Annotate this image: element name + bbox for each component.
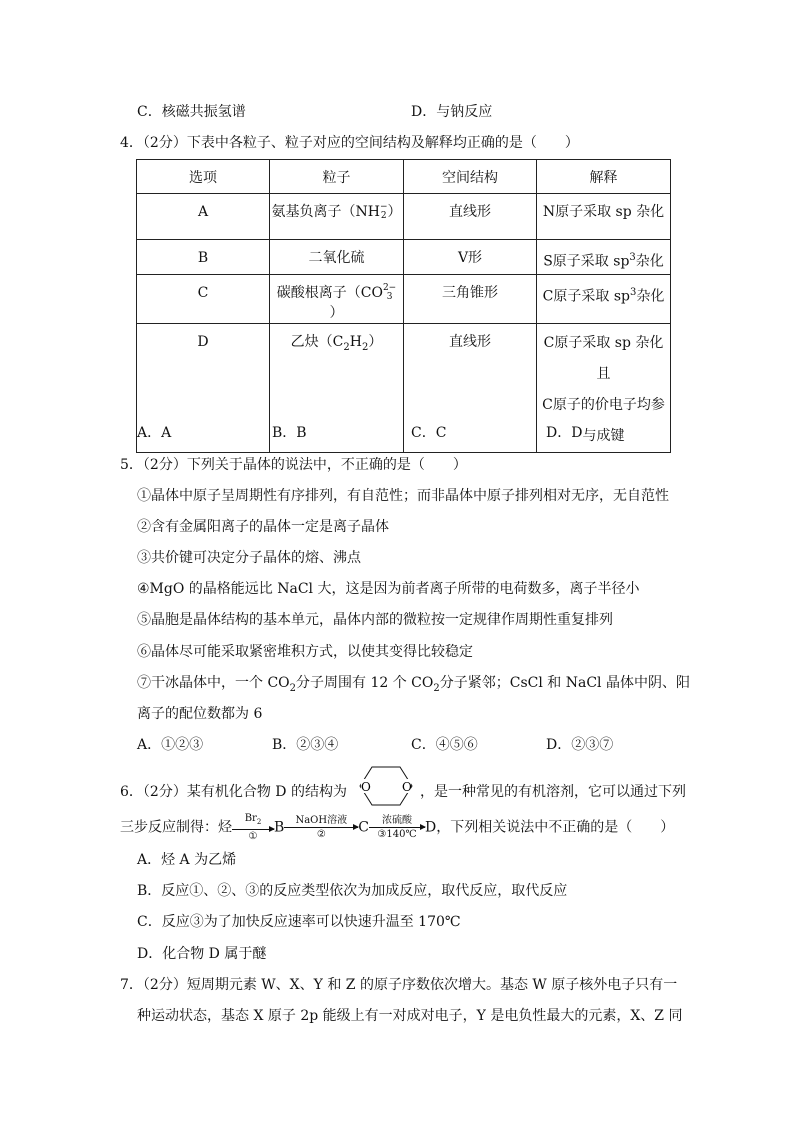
question-6-stem: 6．（2分）某有机化合物 D 的结构为 xyxy=(120,784,347,800)
question-4-table xyxy=(136,159,671,453)
option-d: D．②③⑦ xyxy=(546,737,614,753)
row-b-structure: V形 xyxy=(457,250,483,266)
option-a: A．①②③ xyxy=(137,737,204,753)
q6-option-d: D．化合物 D 属于醚 xyxy=(137,946,267,962)
option-a: A．A xyxy=(137,425,172,441)
question-7-line-2: 种运动状态，基态 X 原子 2p 能级上有一对成对电子，Y 是电负性最大的元素，X、Z 同 xyxy=(137,1008,683,1024)
reaction-scheme: 三步反应制得：烃 $Br_2$ ① B NaOH溶液 ② C 浓硫酸 ③140℃ D，下列相关说法中不正确的是（ ） xyxy=(120,813,675,842)
option-b: B．B xyxy=(272,425,307,441)
statement-2: ②含有金属阳离子的晶体一定是离子晶体 xyxy=(137,519,389,535)
reaction-arrow-2: NaOH溶液 ② xyxy=(284,815,358,840)
row-a-option: A xyxy=(197,204,209,220)
question-7-line-1: 7．（2分）短周期元素 W、X、Y 和 Z 的原子序数依次增大。基态 W 原子核外电子只有一 xyxy=(120,977,678,993)
row-c-option: C xyxy=(197,285,209,301)
option-c: C．核磁共振氢谱 xyxy=(137,104,246,120)
header-option: 选项 xyxy=(137,160,270,194)
table-row xyxy=(137,194,671,240)
table-row xyxy=(137,240,671,275)
dioxane-structure-icon xyxy=(356,764,416,808)
option-c: C．④⑤⑥ xyxy=(411,737,478,753)
statement-6: ⑥晶体尽可能采取紧密堆积方式，以使其变得比较稳定 xyxy=(137,644,473,660)
row-b-particle: 二氧化硫 xyxy=(308,250,365,266)
row-d-explanation: C原子采取 sp 杂化且 C原子的价电子均参 与成键 xyxy=(542,335,665,444)
row-d-option: D xyxy=(197,334,209,350)
ring-oxygen-left: O xyxy=(361,780,371,794)
header-structure: 空间结构 xyxy=(404,160,537,194)
option-d: D．D xyxy=(546,425,583,441)
statement-3: ③共价键可决定分子晶体的熔、沸点 xyxy=(137,550,361,566)
row-a-explanation: N原子采取 sp 杂化 xyxy=(542,204,665,220)
row-c-structure: 三角锥形 xyxy=(442,285,498,301)
statement-4: ④MgO 的晶格能远比 NaCl 大，这是因为前者离子所带的电荷数多，离子半径小 xyxy=(137,581,640,597)
header-particle: 粒子 xyxy=(270,160,404,194)
option-c: C．C xyxy=(411,425,447,441)
row-c-explanation: C原子采取 $sp^3$杂化 xyxy=(542,287,665,305)
table-header-row xyxy=(137,160,671,194)
statement-5: ⑤晶胞是晶体结构的基本单元，晶体内部的微粒按一定规律作周期性重复排列 xyxy=(137,612,613,628)
question-6-stem-cont: ，是一种常见的有机溶剂，它可以通过下列 xyxy=(420,784,686,800)
reaction-arrow-3: 浓硫酸 ③140℃ xyxy=(369,815,425,840)
row-a-particle: 氨基负离子（NH − 2 ） xyxy=(271,202,402,221)
row-d-particle: 乙炔$(C_2H_2)$ xyxy=(290,334,383,353)
table-row xyxy=(137,324,671,453)
option-d: D．与钠反应 xyxy=(411,104,493,120)
statement-1: ①晶体中原子呈周期性有序排列，有自范性；而非晶体中原子排列相对无序，无自范性 xyxy=(137,488,669,504)
header-explanation: 解释 xyxy=(537,160,671,194)
row-d-structure: 直线形 xyxy=(449,334,491,350)
row-b-explanation: S原子采取 $sp^3$杂化 xyxy=(543,252,664,270)
table-row xyxy=(137,275,671,324)
question-4-stem: 4．（2分）下表中各粒子、粒子对应的空间结构及解释均正确的是（ ） xyxy=(120,135,579,151)
statement-7-cont: 离子的配位数都为 6 xyxy=(137,706,263,722)
q6-option-b: B．反应①、②、③的反应类型依次为加成反应，取代反应，取代反应 xyxy=(137,883,568,899)
row-a-structure: 直线形 xyxy=(449,204,491,220)
row-b-option: B xyxy=(197,250,209,266)
q6-option-c: C．反应③为了加快反应速率可以快速升温至 170℃ xyxy=(137,914,461,930)
question-5-stem: 5．（2分）下列关于晶体的说法中，不正确的是（ ） xyxy=(120,457,467,473)
reaction-arrow-1: $Br_2$ ① xyxy=(232,813,274,842)
row-c-particle: 碳酸根离子（CO 2− 3 ） xyxy=(276,283,397,321)
option-b: B．②③④ xyxy=(272,737,339,753)
ring-oxygen-right: O xyxy=(402,780,412,794)
statement-7: ⑦干冰晶体中，一个 $CO_2$分子周围有 12 个 $CO_2$分子紧邻；CsCl 和 NaCl 晶体中阴、阳 xyxy=(137,675,690,694)
q6-option-a: A．烃 A 为乙烯 xyxy=(137,852,237,868)
